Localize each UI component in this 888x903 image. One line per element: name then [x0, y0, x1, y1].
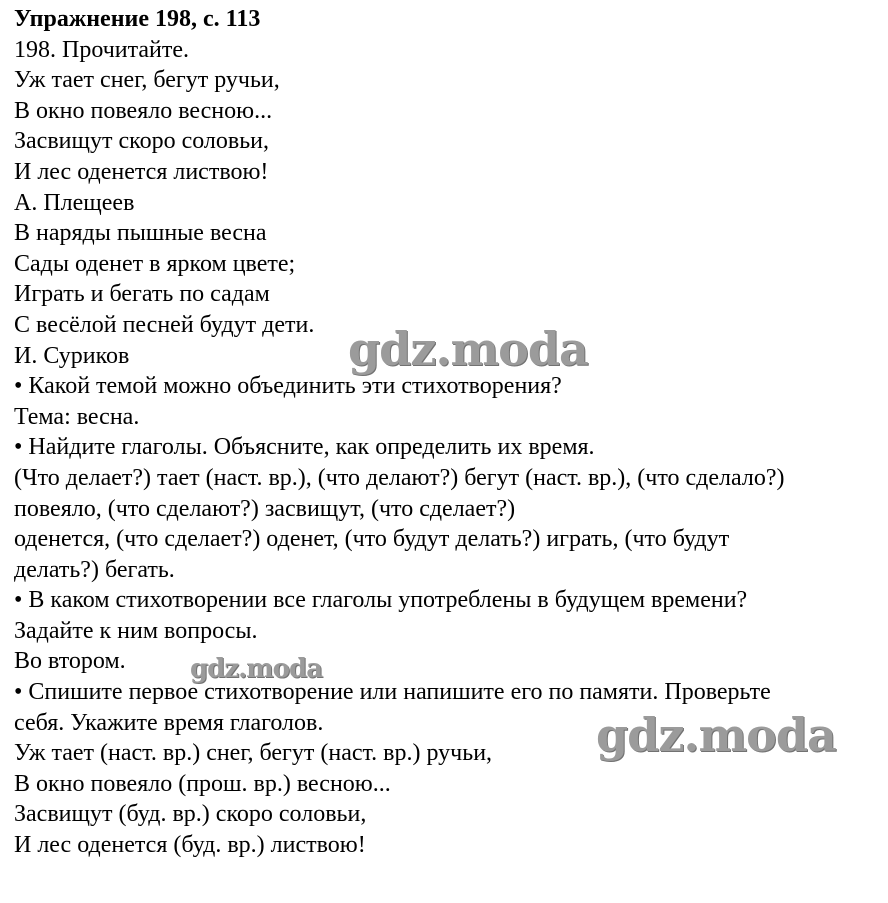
- poem1-line: И лес оденется листвою!: [14, 158, 269, 185]
- question-1: • Какой темой можно объединить эти стихотворения?: [14, 373, 562, 400]
- poem2-line: Играть и бегать по садам: [14, 281, 270, 308]
- watermark-logo: gdz.moda: [190, 654, 323, 684]
- answer-2-line: (Что делает?) тает (наст. вр.), (что делают?) бегут (наст. вр.), (что сделало?): [14, 464, 785, 491]
- poem2-line: В наряды пышные весна: [14, 220, 267, 247]
- question-4: • Спишите первое стихотворение или напишите его по памяти. Проверьте: [14, 679, 771, 706]
- poem1-author: А. Плещеев: [14, 189, 135, 216]
- answer-2-line: оденется, (что сделает?) оденет, (что будут делать?) играть, (что будут: [14, 526, 730, 553]
- watermark-logo: gdz.moda: [348, 322, 588, 376]
- answer-3: Во втором.: [14, 648, 126, 675]
- poem1-line: Засвищут скоро соловьи,: [14, 128, 269, 155]
- answer-4-line: Засвищут (буд. вр.) скоро соловьи,: [14, 801, 367, 828]
- answer-2-line: делать?) бегать.: [14, 556, 175, 583]
- poem2-author: И. Суриков: [14, 342, 130, 369]
- answer-4-line: И лес оденется (буд. вр.) листвою!: [14, 832, 366, 859]
- text-line: 198. Прочитайте.: [14, 36, 190, 63]
- answer-4-line: В окно повеяло (прош. вр.) весною...: [14, 770, 391, 797]
- question-3-cont: Задайте к ним вопросы.: [14, 617, 258, 644]
- poem2-line: Сады оденет в ярком цвете;: [14, 250, 296, 277]
- exercise-heading: Упражнение 198, с. 113: [14, 6, 261, 32]
- watermark-logo: gdz.moda: [596, 708, 836, 762]
- poem2-line: С весёлой песней будут дети.: [14, 311, 315, 338]
- question-2: • Найдите глаголы. Объясните, как определить их время.: [14, 434, 595, 461]
- answer-4-line: Уж тает (наст. вр.) снег, бегут (наст. вр.) ручьи,: [14, 740, 493, 767]
- question-3: • В каком стихотворении все глаголы употреблены в будущем времени?: [14, 587, 748, 614]
- question-4-cont: себя. Укажите время глаголов.: [14, 709, 324, 736]
- poem1-line: В окно повеяло весною...: [14, 97, 273, 124]
- poem1-line: Уж тает снег, бегут ручьи,: [14, 67, 280, 94]
- answer-1: Тема: весна.: [14, 403, 140, 430]
- answer-2-line: повеяло, (что сделают?) засвищут, (что сделает?): [14, 495, 516, 522]
